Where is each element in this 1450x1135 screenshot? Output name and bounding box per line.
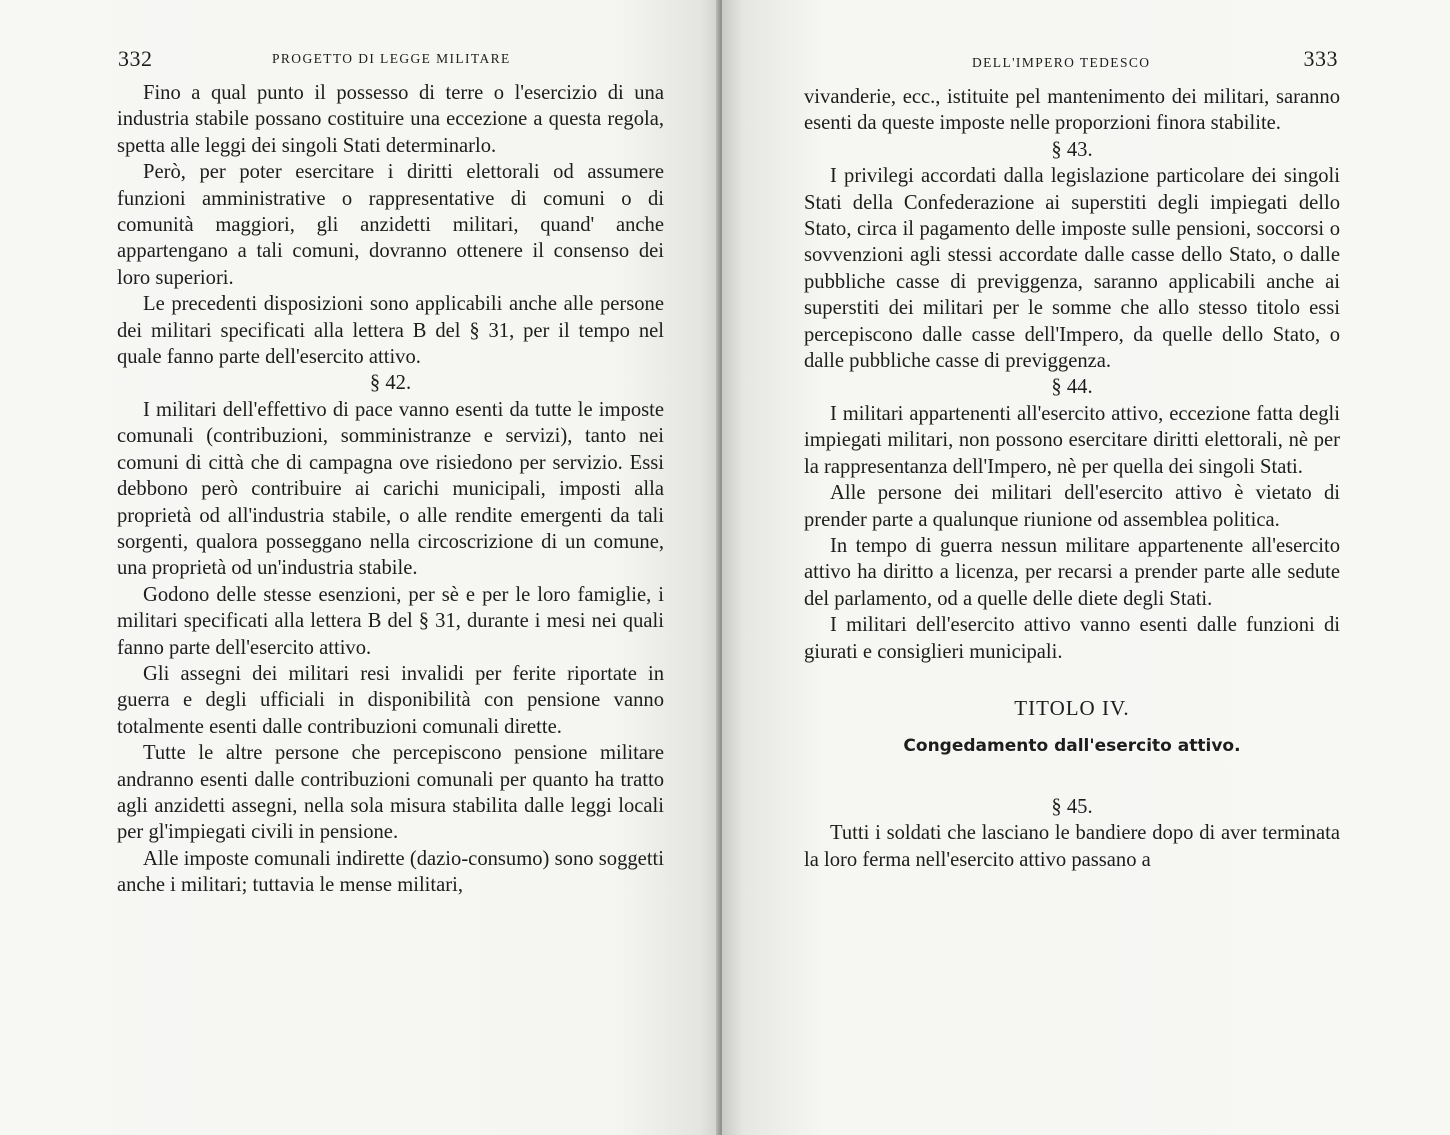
paragraph: vivanderie, ecc., istituite pel mantenimento dei militari, saranno esenti da queste imposte nelle proporzioni finora stabilite. bbox=[804, 86, 1340, 135]
left-header bbox=[118, 46, 666, 72]
paragraph: Godono delle stesse esenzioni, per sè e per le loro famiglie, i militari specificati alla lettera B del § 31, durante i mesi nei quali fanno parte dell'esercito attivo. bbox=[117, 583, 664, 659]
section-heading-45: § 45. bbox=[1051, 795, 1093, 818]
running-head: PROGETTO DI LEGGE MILITARE bbox=[272, 51, 511, 66]
page-number: 332 bbox=[118, 46, 153, 71]
paragraph: Alle imposte comunali indirette (dazio-consumo) sono soggetti anche i militari; tuttavia le mense militari, bbox=[117, 847, 664, 897]
paragraph: Le precedenti disposizioni sono applicabili anche alle persone dei militari specificati alla lettera B del § 31, per il tempo nel quale fanno parte dell'esercito attivo. bbox=[117, 293, 664, 369]
paragraph: I militari dell'esercito attivo vanno esenti dalle funzioni di giurati e consiglieri municipali. bbox=[804, 614, 1340, 663]
section-heading-42: § 42. bbox=[369, 372, 412, 395]
section-heading-43: § 43. bbox=[1051, 138, 1093, 161]
running-head: DELL'IMPERO TEDESCO bbox=[972, 55, 1151, 70]
paragraph: Però, per poter esercitare i diritti elettorali od assumere funzioni amministrative o rappresentative di comuni o di comunità maggiori, gli anzidetti militari, quand' anche appartengano a tali comuni, dovranno ottenere il consenso dei loro superiori. bbox=[117, 161, 664, 289]
subtitle-heading: Congedamento dall'esercito attivo. bbox=[903, 736, 1241, 757]
paragraph: I militari appartenenti all'esercito attivo, eccezione fatta degli impiegati militari, non possono esercitare diritti elettorali, nè per la rappresentanza dell'Impero, nè per quella dei singoli Stati. bbox=[804, 402, 1340, 478]
paragraph: Tutte le altre persone che percepiscono pensione militare andranno esenti dalle contribuzioni comunali per quanto ha tratto agli anzidetti assegni, nella sola misura stabilita dalle leggi locali per gl'impiegati civili in pensione. bbox=[117, 742, 664, 844]
paragraph: Alle persone dei militari dell'esercito attivo è vietato di prender parte a qualunque riunione od assemblea politica. bbox=[804, 482, 1340, 531]
left-page bbox=[0, 0, 722, 1135]
paragraph: Tutti i soldati che lasciano le bandiere dopo di aver terminata la loro ferma nell'esercito attivo passano a bbox=[804, 822, 1340, 871]
page-number: 333 bbox=[1303, 46, 1338, 71]
paragraph: Gli assegni dei militari resi invalidi per ferite riportate in guerra e degli ufficiali in disponibilità con pensione vanno totalmente esenti dalle contribuzioni comunali dirette. bbox=[117, 662, 664, 738]
right-text-column bbox=[804, 84, 1340, 873]
paragraph: Fino a qual punto il possesso di terre o l'esercizio di una industria stabile possano costituire una eccezione a questa regola, spetta alle leggi dei singoli Stati determinarlo. bbox=[117, 82, 664, 157]
left-text-column bbox=[117, 80, 664, 899]
paragraph: I militari dell'effettivo di pace vanno esenti da tutte le imposte comunali (contribuzioni, somministranze e servizi), tanto nei comuni di città che di campagna ove risiedono per servizio. Essi debbono però contribuire ai carichi municipali, imposti alla proprietà od all'industria stabile, o alle rendite emergenti da tali sorgenti, qualora posseggano nella circoscrizione di un comune, una proprietà od un'industria stabile. bbox=[117, 398, 664, 580]
right-page bbox=[722, 0, 1450, 1135]
paragraph: I privilegi accordati dalla legislazione particolare dei singoli Stati della Confederazione ai superstiti degli impiegati dello Stato, circa il pagamento delle imposte sulle pensioni, soccorsi o sovvenzioni agli stessi accordate dalle casse dello Stato, o dalle pubbliche casse di previggenza, saranno applicabili anche ai superstiti dei militari per le somme che allo stesso titolo essi percepiscono dalle casse dell'Impero, da quelle dello Stato, o dalle pubbliche casse di previggenza. bbox=[804, 165, 1340, 373]
paragraph: In tempo di guerra nessun militare appartenente all'esercito attivo ha diritto a licenza, per recarsi a prender parte alle sedute del parlamento, od a quelle delle diete degli Stati. bbox=[804, 534, 1340, 610]
title-heading: TITOLO IV. bbox=[1014, 695, 1130, 720]
section-heading-44: § 44. bbox=[1051, 376, 1093, 399]
